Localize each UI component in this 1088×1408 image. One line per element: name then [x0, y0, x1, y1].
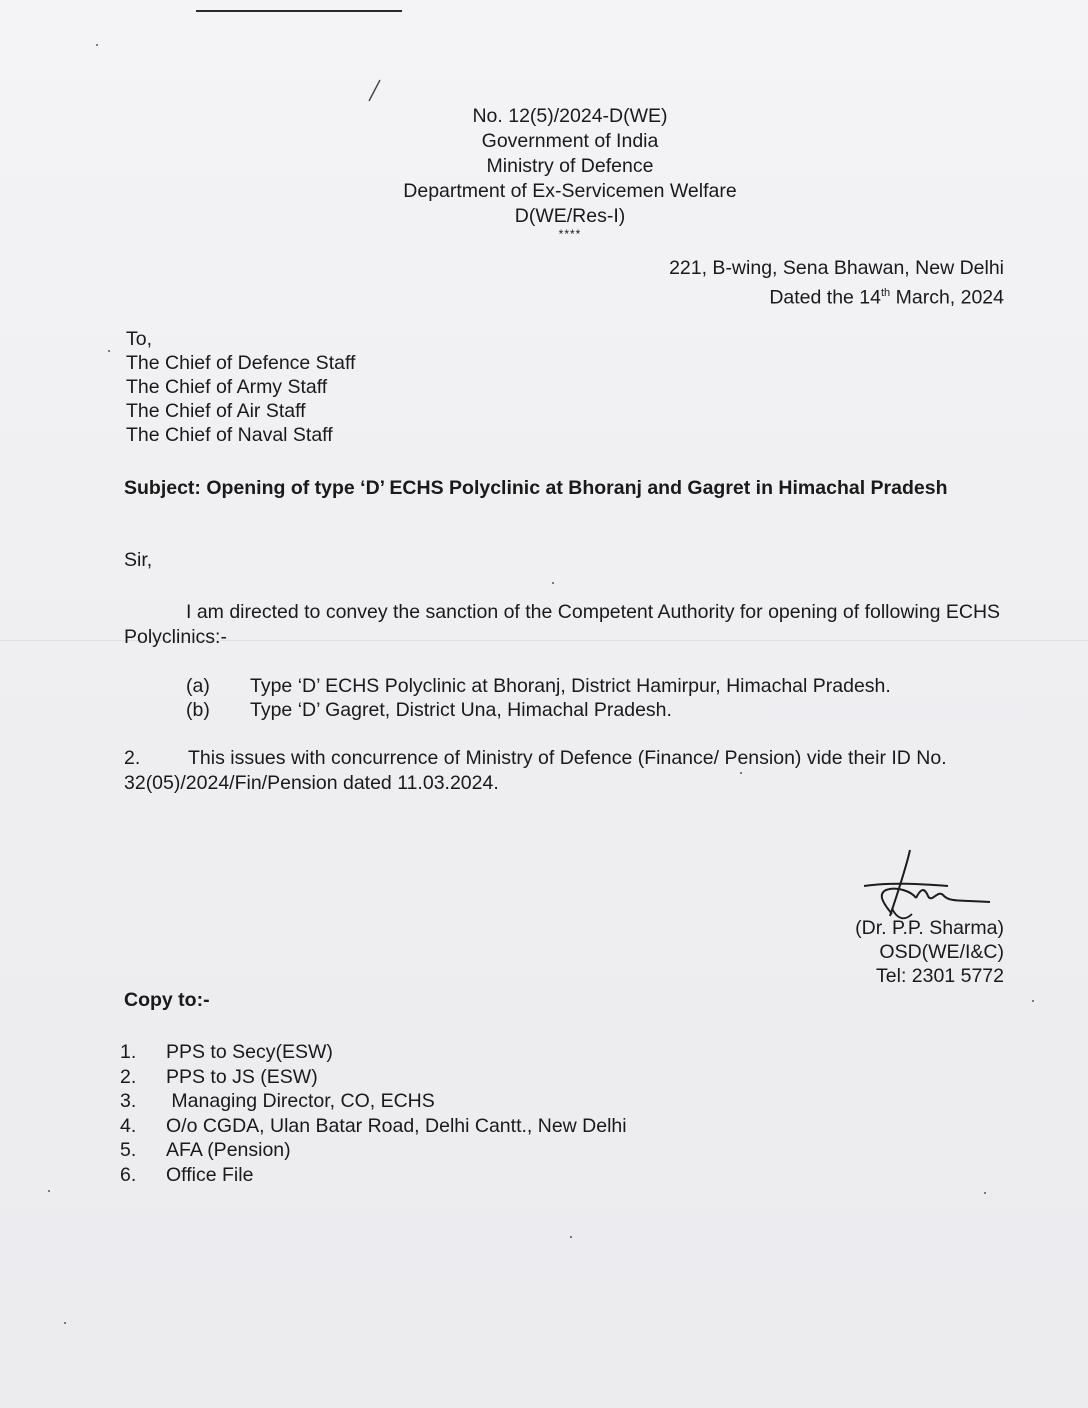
- subject-line: Subject: Opening of type ‘D’ ECHS Polyclinic at Bhoranj and Gagret in Himachal Pradesh: [124, 477, 948, 499]
- list-item: 6. Office File: [120, 1163, 254, 1186]
- ministry-line: Ministry of Defence: [486, 155, 654, 177]
- list-item: (a) Type ‘D’ ECHS Polyclinic at Bhoranj, District Hamirpur, Himachal Pradesh.: [186, 675, 891, 697]
- government-line: Government of India: [481, 130, 659, 152]
- scan-speck: [984, 1192, 986, 1194]
- scan-speck: [740, 772, 742, 774]
- office-address: 221, B-wing, Sena Bhawan, New Delhi: [669, 257, 1004, 279]
- scan-speck: [64, 1322, 66, 1324]
- letter-date: Dated the 14th March, 2024: [769, 286, 1004, 309]
- list-item: 1. PPS to Secy(ESW): [120, 1041, 333, 1063]
- signatory-name: (Dr. P.P. Sharma): [855, 917, 1004, 939]
- recipients-block: [126, 327, 355, 447]
- header-stars: ****: [558, 227, 582, 241]
- list-item: 2. PPS to JS (ESW): [120, 1065, 318, 1088]
- recipient: The Chief of Naval Staff: [126, 424, 333, 446]
- scan-speck: [108, 350, 110, 352]
- pen-mark-icon: [364, 78, 384, 104]
- list-item: 3. Managing Director, CO, ECHS: [120, 1090, 435, 1112]
- polyclinic-list: [186, 674, 891, 722]
- list-item: (b) Type ‘D’ Gagret, District Una, Himachal Pradesh.: [186, 699, 672, 721]
- section-line: D(WE/Res-I): [514, 205, 626, 227]
- top-rule: [196, 10, 402, 12]
- scan-speck: [96, 44, 98, 46]
- reference-number: No. 12(5)/2024-D(WE): [472, 105, 668, 127]
- list-item: 4. O/o CGDA, Ulan Batar Road, Delhi Cantt., New Delhi: [120, 1114, 627, 1137]
- department-line: Department of Ex-Servicemen Welfare: [403, 180, 737, 202]
- signatory-telephone: Tel: 2301 5772: [876, 965, 1004, 987]
- signatory-block: [855, 916, 1004, 988]
- address-block: [669, 256, 1004, 311]
- recipient: The Chief of Air Staff: [126, 400, 306, 422]
- letter-header: [360, 104, 780, 239]
- signatory-designation: OSD(WE/I&C): [879, 941, 1004, 963]
- scan-speck: [48, 1190, 50, 1192]
- body-paragraph-2: 2. This issues with concurrence of Ministry of Defence (Finance/ Pension) vide their ID No. 32(05)/2024/Fin/Pension dated 11.03.2024.: [124, 747, 947, 794]
- body-paragraph-1: I am directed to convey the sanction of the Competent Authority for opening of following ECHS Polyclinics:-: [124, 601, 1001, 648]
- salutation: Sir,: [124, 549, 153, 571]
- scan-speck: [552, 582, 554, 584]
- to-label: To,: [126, 328, 153, 350]
- scan-speck: [570, 1236, 572, 1238]
- recipient: The Chief of Army Staff: [126, 376, 328, 398]
- signature-icon: [852, 846, 1002, 926]
- copy-to-list: [120, 1040, 627, 1187]
- recipient: The Chief of Defence Staff: [126, 352, 356, 374]
- copy-to-title: Copy to:-: [124, 989, 210, 1011]
- list-item: 5. AFA (Pension): [120, 1139, 291, 1161]
- scan-speck: [1032, 1000, 1034, 1002]
